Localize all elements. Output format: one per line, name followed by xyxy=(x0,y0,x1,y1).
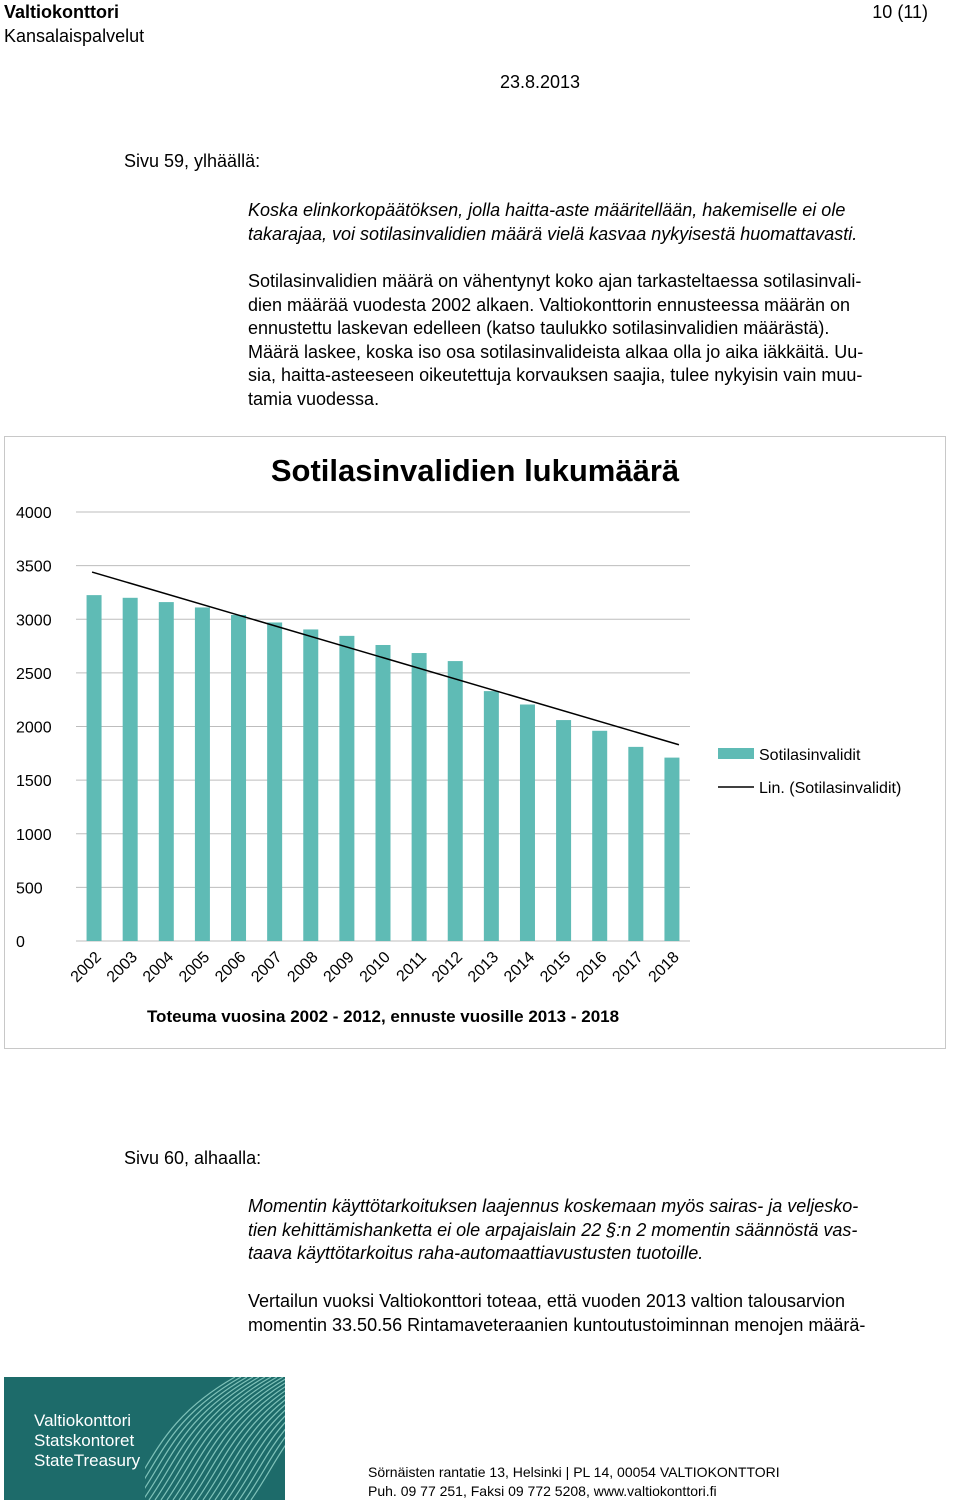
bar xyxy=(267,622,282,941)
quote-line: tien kehittämishanketta ei ole arpajaislain 22 §:n 2 momentin säännöstä vas- xyxy=(248,1219,858,1240)
y-tick-label: 3500 xyxy=(16,558,52,576)
x-tick-label: 2012 xyxy=(428,948,467,986)
x-tick-label: 2007 xyxy=(248,948,286,986)
body-line: dien määrää vuodesta 2002 alkaen. Valtiokonttorin ennusteessa määrän on xyxy=(248,294,851,315)
body-line: ennustettu laskevan edelleen (katso taulukko sotilasinvalidien määrästä). xyxy=(248,318,830,339)
y-tick-label: 2000 xyxy=(16,719,52,737)
bar xyxy=(664,758,679,941)
x-tick-label: 2016 xyxy=(573,948,611,986)
bar xyxy=(195,607,210,941)
quote-line: Momentin käyttötarkoituksen laajennus koskemaan myös sairas- ja veljesko- xyxy=(248,1196,859,1216)
header-org: Valtiokonttori xyxy=(4,2,120,22)
quote-line: takarajaa, voi sotilasinvalidien määrä vielä kasvaa nykyisestä huomattavasti. xyxy=(248,223,858,244)
bar xyxy=(159,602,174,941)
footer-address: Sörnäisten rantatie 13, Helsinki | PL 14, 00054 VALTIOKONTTORI xyxy=(368,1464,780,1480)
bar xyxy=(556,720,571,941)
y-tick-label: 0 xyxy=(16,934,25,951)
x-tick-label: 2018 xyxy=(645,948,683,986)
y-tick-label: 2500 xyxy=(16,665,52,683)
bar xyxy=(303,629,318,941)
x-tick-label: 2006 xyxy=(212,948,250,986)
bar xyxy=(87,595,102,941)
header-unit: Kansalaispalvelut xyxy=(4,26,145,46)
header-page-number: 10 (11) xyxy=(872,2,928,22)
x-tick-label: 2005 xyxy=(176,948,214,986)
bar xyxy=(412,653,427,941)
x-tick-label: 2017 xyxy=(609,948,647,986)
chart-bars xyxy=(87,595,680,941)
y-tick-label: 4000 xyxy=(16,505,52,522)
quote-line: taava käyttötarkoitus raha-automaattiavustusten tuotoille. xyxy=(248,1243,704,1264)
x-tick-label: 2010 xyxy=(356,948,394,986)
section2-quote xyxy=(248,1195,953,1266)
y-tick-label: 1500 xyxy=(16,773,52,791)
chart-x-axis-label: Toteuma vuosina 2002 - 2012, ennuste vuosille 2013 - 2018 xyxy=(146,1007,620,1026)
chart-y-axis-ticks xyxy=(16,505,52,951)
y-tick-label: 3000 xyxy=(16,612,52,630)
chart-title: Sotilasinvalidien lukumäärä xyxy=(270,453,680,488)
legend-label-trendline: Lin. (Sotilasinvalidit) xyxy=(759,780,902,797)
body-line: Sotilasinvalidien määrä on vähentynyt koko ajan tarkasteltaessa sotilasinvali- xyxy=(248,271,862,291)
x-tick-label: 2014 xyxy=(501,948,539,986)
bar xyxy=(448,661,463,941)
x-tick-label: 2013 xyxy=(464,948,503,986)
legend-swatch-bars xyxy=(718,748,754,759)
bar xyxy=(628,747,643,941)
y-tick-label: 500 xyxy=(16,880,43,898)
quote-line: Koska elinkorkopäätöksen, jolla haitta-aste määritellään, hakemiselle ei ole xyxy=(248,200,846,220)
bar xyxy=(592,731,607,941)
bar xyxy=(484,691,499,941)
chart-legend xyxy=(718,747,901,797)
logo-wave-pattern xyxy=(145,1377,285,1500)
section2-body xyxy=(248,1290,960,1337)
x-tick-label: 2008 xyxy=(284,948,322,986)
x-tick-label: 2009 xyxy=(320,948,358,986)
chart-x-axis-ticks xyxy=(68,949,683,986)
valtiokonttori-logo xyxy=(4,1377,285,1500)
bar xyxy=(376,645,391,941)
body-line: momentin 33.50.56 Rintamaveteraanien kuntoutustoiminnan menojen määrä- xyxy=(248,1314,866,1335)
logo-text-fi: Valtiokonttori xyxy=(34,1411,132,1430)
y-tick-label: 1000 xyxy=(16,826,52,844)
footer-contact: Puh. 09 77 251, Faksi 09 772 5208, www.valtiokonttori.fi xyxy=(368,1483,717,1499)
logo-text-sv: Statskontoret xyxy=(34,1431,135,1450)
legend-label-bars: Sotilasinvalidit xyxy=(759,747,861,764)
x-tick-label: 2002 xyxy=(67,948,105,986)
section2-heading: Sivu 60, alhaalla: xyxy=(124,1148,262,1168)
body-line: sia, haitta-asteeseen oikeutettuja korvauksen saajia, tulee nykyisin vain muu- xyxy=(248,365,863,386)
logo-text-en: StateTreasury xyxy=(34,1451,141,1470)
bar xyxy=(123,598,138,941)
body-line: Vertailun vuoksi Valtiokonttori toteaa, että vuoden 2013 valtion talousarvion xyxy=(248,1291,846,1311)
bar xyxy=(339,636,354,941)
section1-heading: Sivu 59, ylhäällä: xyxy=(124,151,261,171)
x-tick-label: 2011 xyxy=(393,948,430,986)
bar xyxy=(231,615,246,941)
body-line: Määrä laskee, koska iso osa sotilasinvalideista alkaa olla jo aika iäkkäitä. Uu- xyxy=(248,341,864,362)
header-date: 23.8.2013 xyxy=(499,72,581,92)
x-tick-label: 2004 xyxy=(139,948,178,986)
x-tick-label: 2003 xyxy=(103,948,142,986)
bar xyxy=(520,705,535,941)
x-tick-label: 2015 xyxy=(537,948,575,986)
body-line: tamia vuodessa. xyxy=(248,388,380,409)
